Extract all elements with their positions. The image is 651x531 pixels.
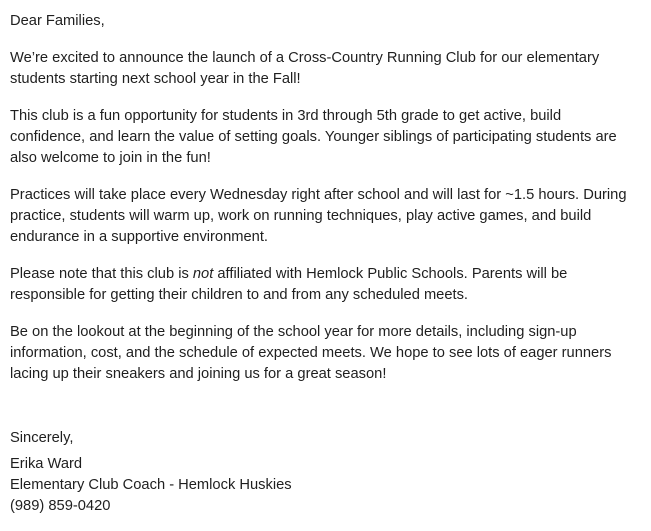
signature-block [10, 454, 639, 517]
signature-title: Elementary Club Coach - Hemlock Huskies [10, 477, 292, 493]
paragraph-practice-details: Practices will take place every Wednesday right after school and will last for ~1.5 hours. During practice, students will warm up, work on running techniques, play active games, and build endurance in a supportive environment. [10, 187, 627, 245]
affiliation-note-after: affiliated with Hemlock Public Schools. Parents will be responsible for getting their children to and from any scheduled meets. [10, 266, 568, 303]
salutation: Dear Families, [10, 13, 105, 29]
paragraph-announcement: We’re excited to announce the launch of a Cross-Country Running Club for our elementary students starting next school year in the Fall! [10, 50, 600, 87]
paragraph-club-description: This club is a fun opportunity for students in 3rd through 5th grade to get active, build confidence, and learn the value of setting goals. Younger siblings of participating students are also welcome to join in the fun! [10, 108, 617, 166]
affiliation-note-italic-word: not [192, 266, 214, 282]
paragraph-affiliation-note [10, 264, 639, 306]
closing: Sincerely, [10, 430, 74, 446]
signature-phone: (989) 859-0420 [10, 498, 111, 514]
affiliation-note-before: Please note that this club is [10, 266, 193, 282]
paragraph-lookout: Be on the lookout at the beginning of the school year for more details, including sign-up information, cost, and the schedule of expected meets. We hope to see lots of eager runners lacing up their sneakers and joining us for a great season! [10, 324, 612, 382]
signature-name: Erika Ward [10, 456, 83, 472]
